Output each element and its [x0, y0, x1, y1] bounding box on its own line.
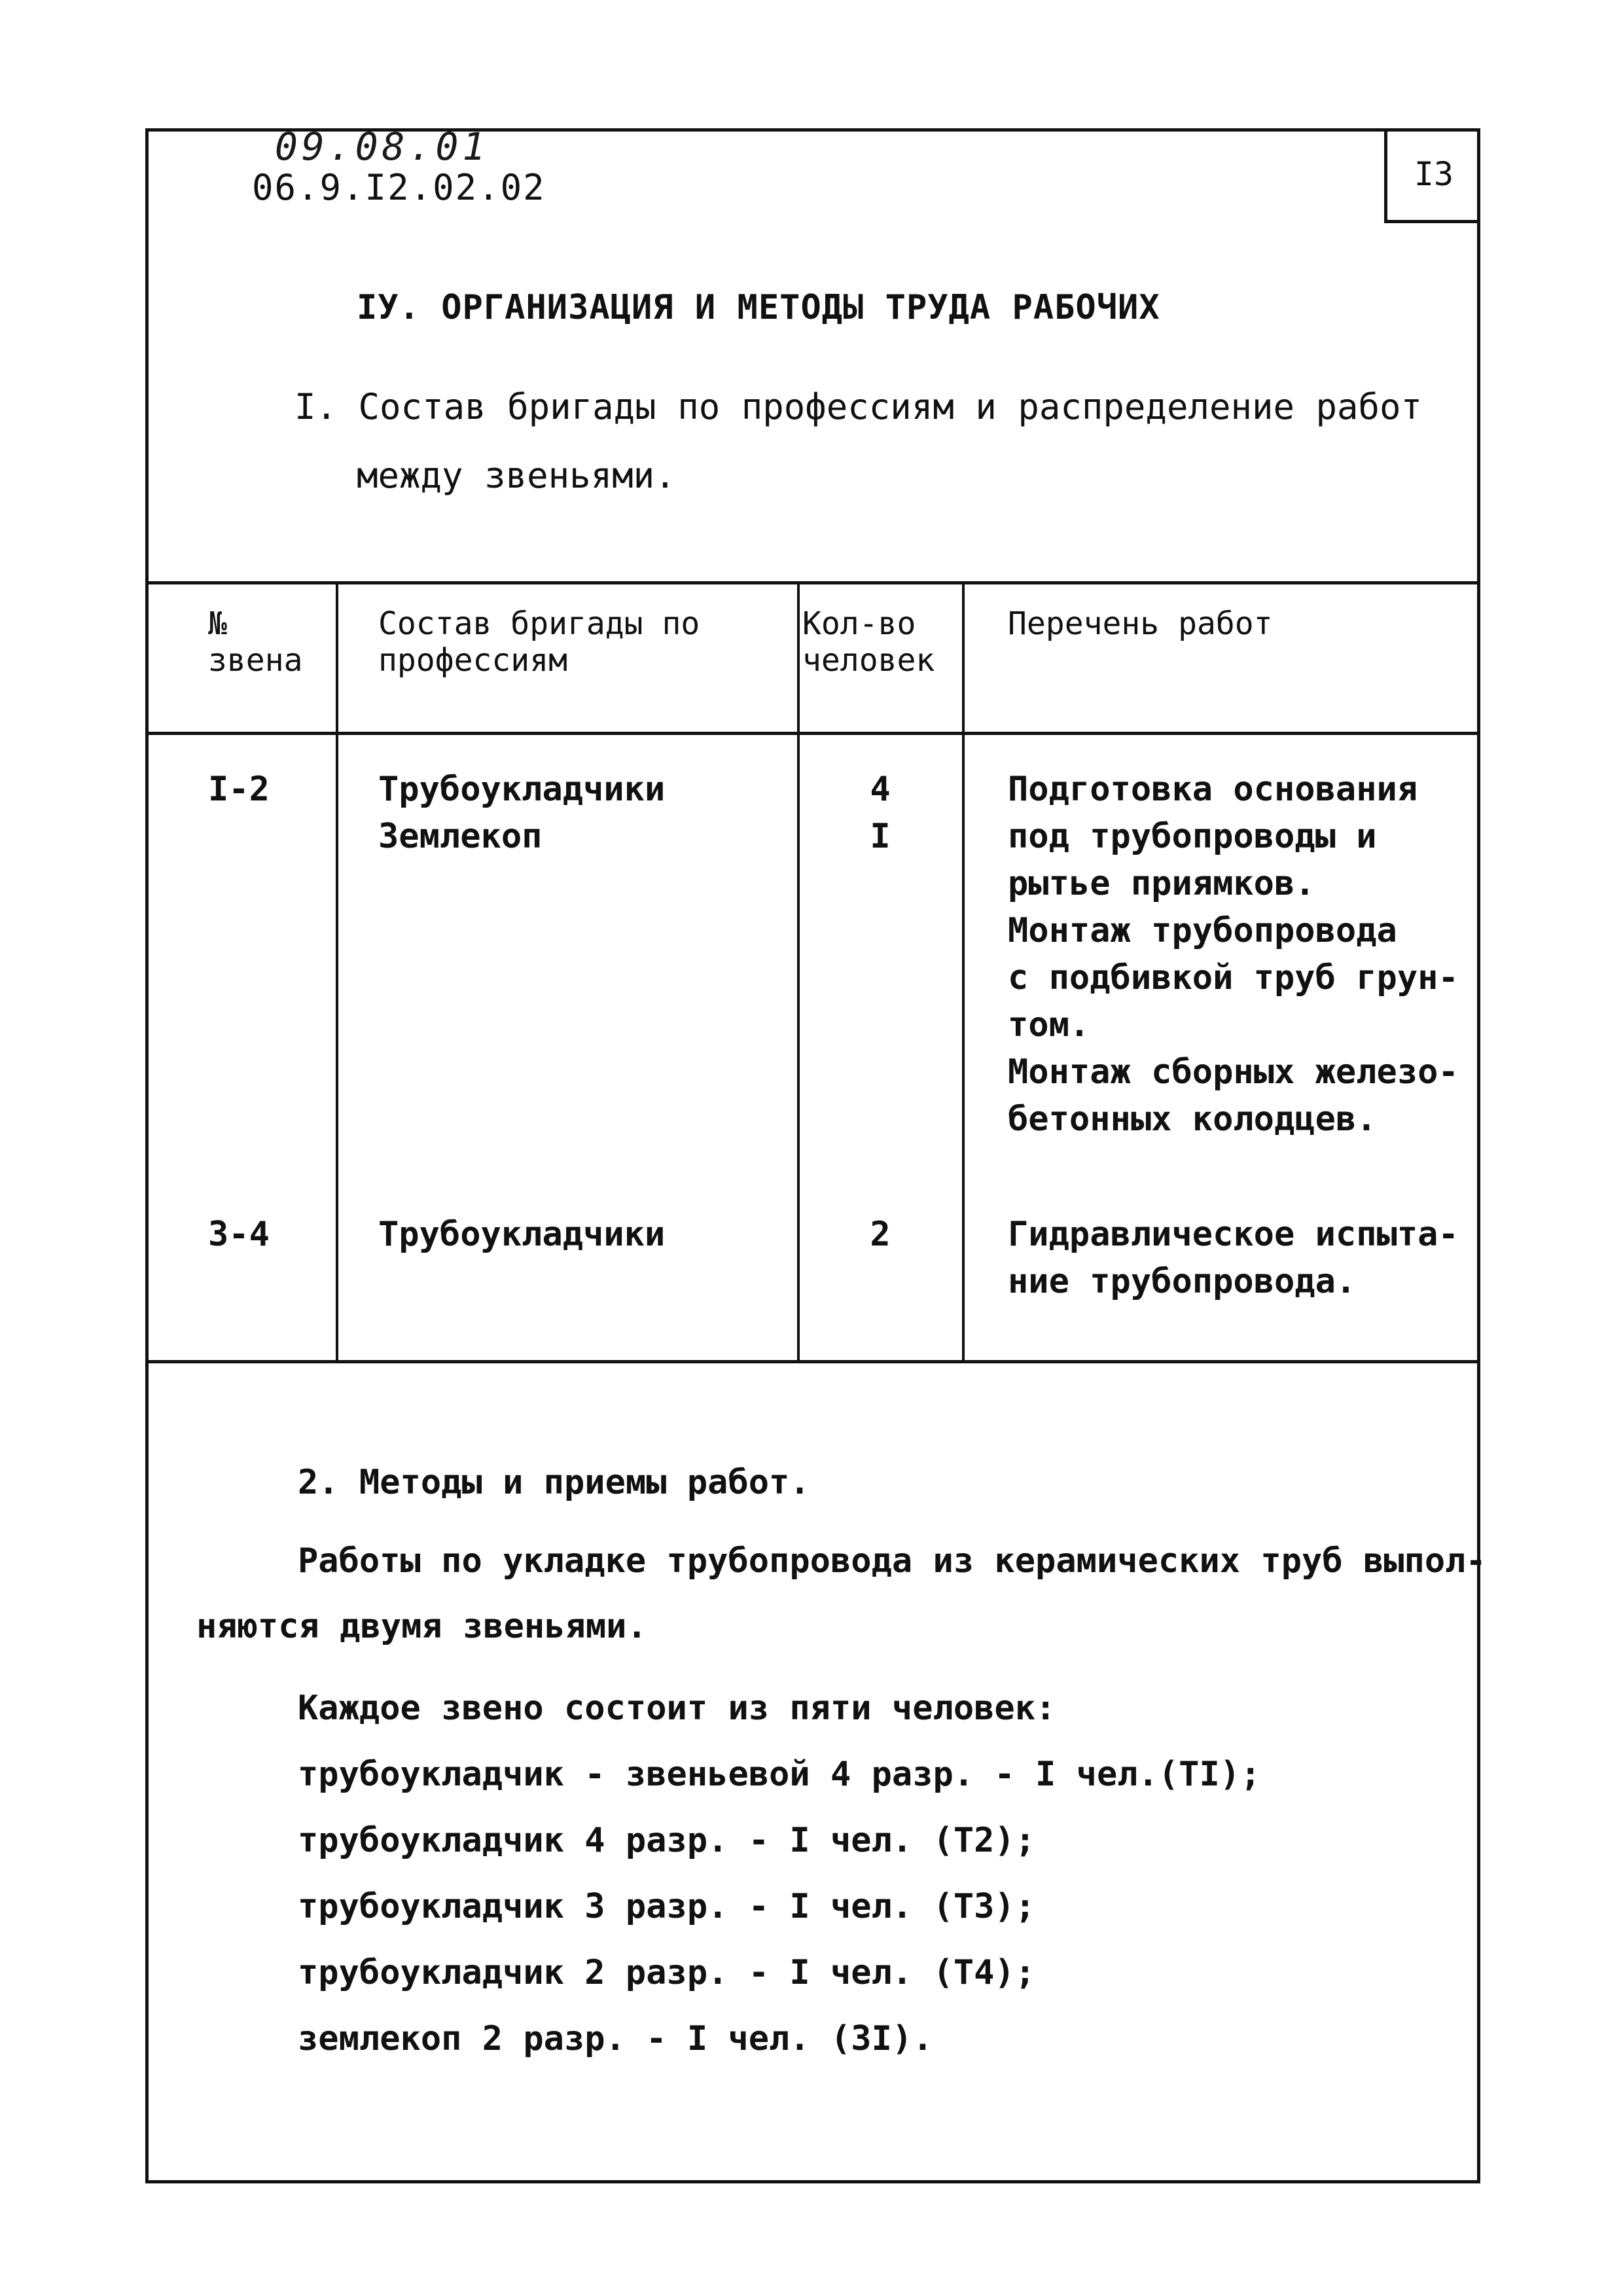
composition-member: трубоукладчик 3 разр. - I чел. (Т3);	[298, 1887, 1036, 1926]
row1-works-list	[1008, 766, 1459, 1143]
composition-member: трубоукладчик 4 разр. - I чел. (Т2);	[298, 1821, 1036, 1860]
unit-composition	[298, 1676, 1260, 2072]
row2-work-line: Гидравлическое испыта-	[1008, 1215, 1459, 1254]
row1-work-line: Монтаж сборных железо-	[1008, 1052, 1459, 1092]
row1-work-line: под трубопроводы и	[1008, 817, 1377, 856]
row2-count-1: 2	[870, 1215, 891, 1254]
methods-paragraph-line2: няются двумя звеньями.	[196, 1607, 647, 1646]
row1-work-line: том.	[1008, 1005, 1090, 1045]
row1-work-line: бетонных колодцев.	[1008, 1100, 1377, 1139]
page-number-box	[1384, 128, 1480, 223]
row2-work-line: ние трубопровода.	[1008, 1262, 1357, 1301]
header-professions-line2: профессиям	[378, 642, 567, 679]
methods-paragraph-line1: Работы по укладке трубопровода из керамических труб выпол-	[298, 1541, 1486, 1581]
header-unit-label: звена	[208, 642, 303, 679]
document-code: 06.9.I2.02.02	[252, 167, 546, 208]
handwritten-code: 09.08.01	[275, 124, 490, 169]
header-unit-number	[208, 605, 303, 679]
composition-intro: Каждое звено состоит из пяти человек:	[298, 1689, 1056, 1728]
row1-unit: I-2	[208, 770, 270, 809]
table-header-rule	[145, 732, 1480, 735]
row1-work-line: с подбивкой труб грун-	[1008, 958, 1459, 997]
table-col-divider-1	[336, 581, 338, 1363]
composition-member: трубоукладчик - звеньевой 4 разр. - I чел.(ТI);	[298, 1755, 1261, 1794]
row1-work-line: Монтаж трубопровода	[1008, 911, 1397, 950]
row1-profession-2: Землекоп	[378, 817, 543, 856]
subsection-title-line2: между звеньями.	[357, 455, 676, 496]
header-works: Перечень работ	[1008, 605, 1273, 642]
row2-unit: 3-4	[208, 1215, 270, 1254]
page-number: I3	[1414, 155, 1454, 193]
section-title: IУ. ОРГАНИЗАЦИЯ И МЕТОДЫ ТРУДА РАБОЧИХ	[357, 288, 1160, 327]
header-professions	[378, 605, 700, 679]
row1-count-2: I	[870, 817, 891, 856]
row2-works-list	[1008, 1211, 1459, 1305]
header-unit-number-sign: №	[208, 605, 227, 642]
table-top-rule	[145, 581, 1480, 584]
methods-heading: 2. Методы и приемы работ.	[298, 1463, 810, 1502]
header-count-line2: человек	[802, 642, 935, 679]
header-professions-line1: Состав бригады по	[378, 605, 700, 642]
row1-work-line: Подготовка основания	[1008, 770, 1418, 809]
composition-member: землекоп 2 разр. - I чел. (ЗI).	[298, 2019, 933, 2058]
row1-count-1: 4	[870, 770, 891, 809]
composition-member: трубоукладчик 2 разр. - I чел. (Т4);	[298, 1953, 1036, 1992]
header-count	[802, 605, 935, 679]
subsection-title-line1: I. Состав бригады по профессиям и распределение работ	[294, 386, 1423, 427]
table-col-divider-3	[962, 581, 965, 1363]
row1-work-line: рытье приямков.	[1008, 864, 1315, 903]
row2-profession-1: Трубоукладчики	[378, 1215, 666, 1254]
header-count-line1: Кол-во	[802, 605, 916, 642]
row1-profession-1: Трубоукладчики	[378, 770, 666, 809]
table-bottom-rule	[145, 1360, 1480, 1363]
